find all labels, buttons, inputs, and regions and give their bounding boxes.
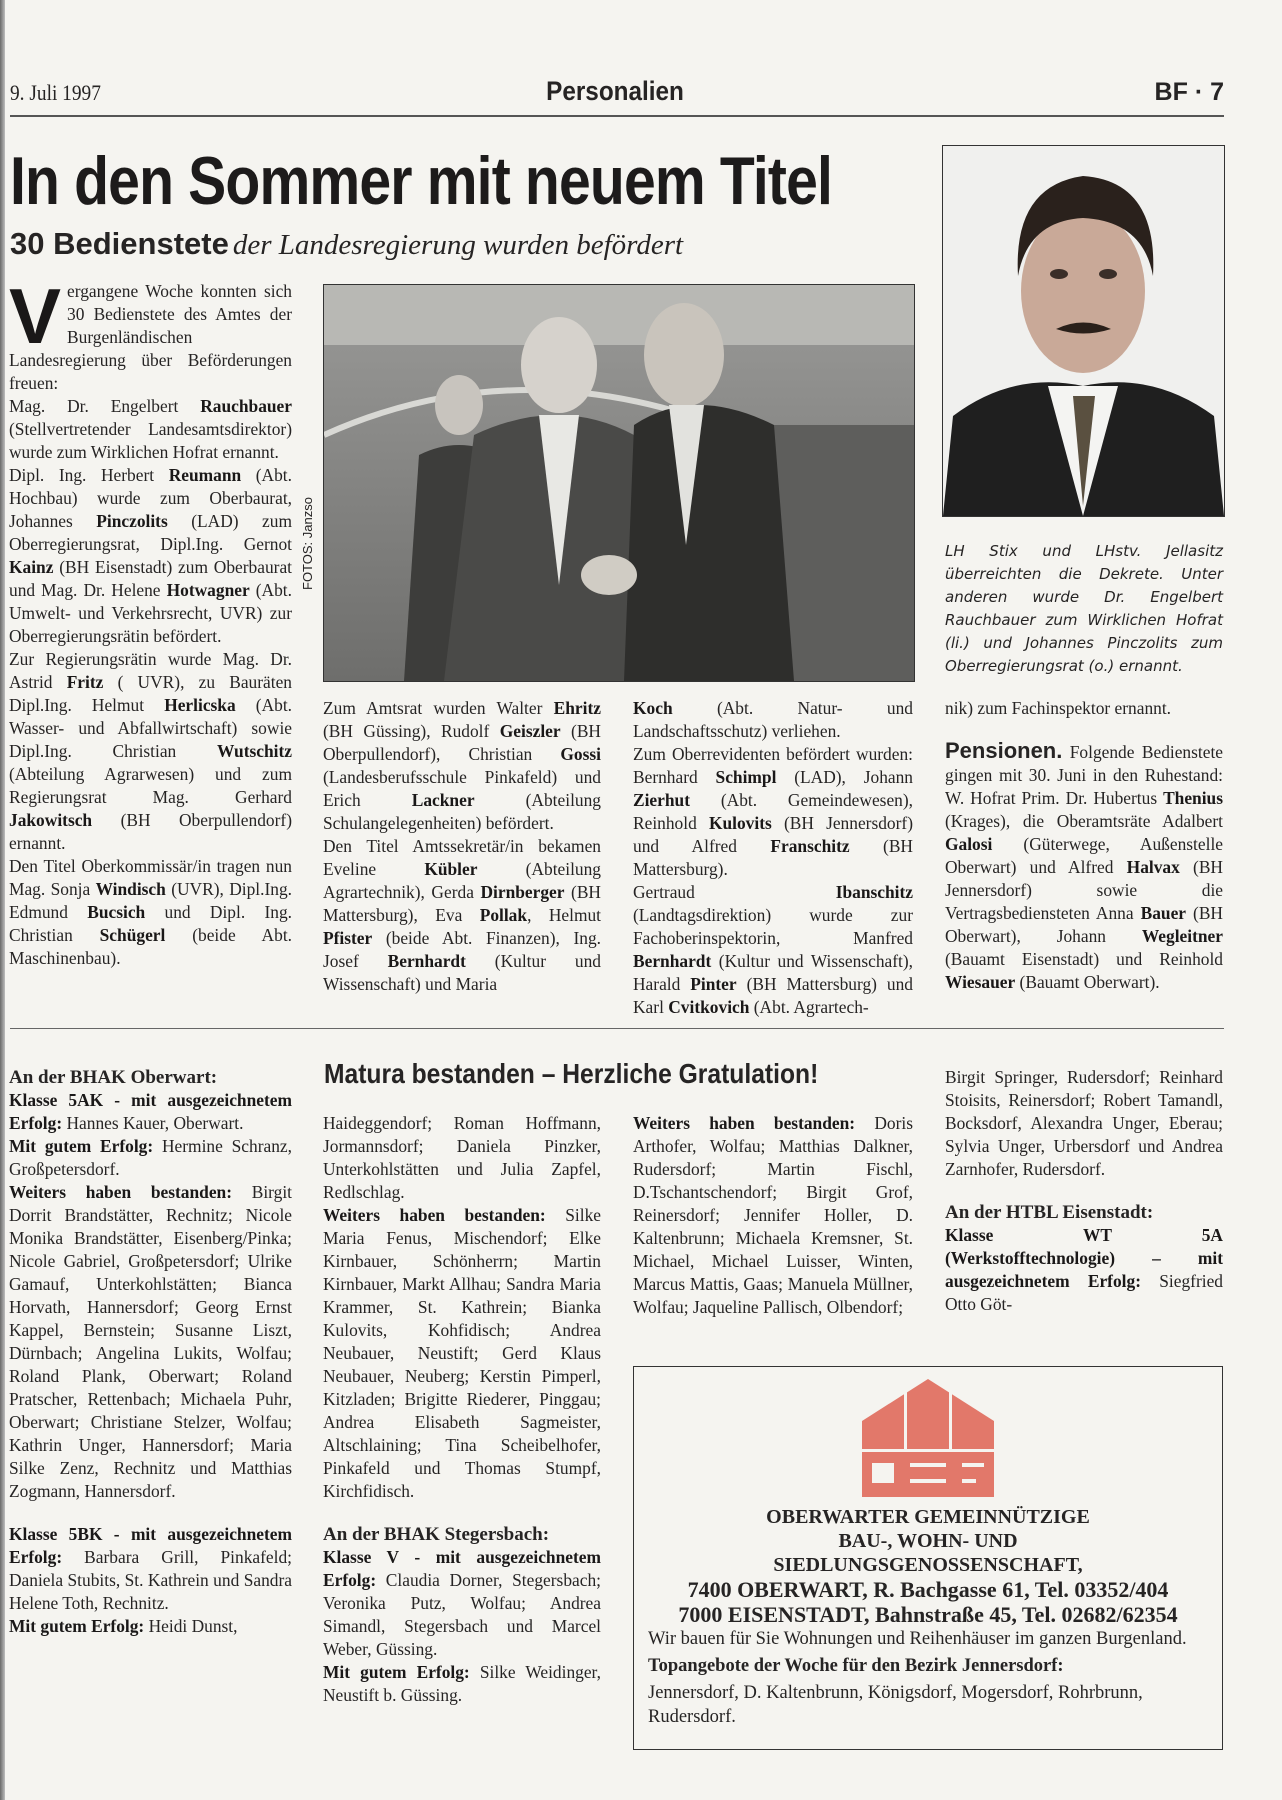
subheadline-bold: 30 Bedienstete: [10, 226, 229, 261]
paragraph: [323, 1204, 601, 1503]
photo-handshake-image: [324, 285, 914, 681]
text-run: (BH Jennersdorf) sowie die Vertragsbediensteten Anna: [945, 857, 1223, 923]
bold-name: Galosi: [945, 834, 993, 854]
bold-name: Lackner: [411, 790, 475, 810]
bhak-stegersbach-heading: An der BHAK Stegersbach:: [323, 1524, 550, 1545]
ad-line-1: OBERWARTER GEMEINNÜTZIGE: [766, 1506, 1090, 1528]
text-run: Heidi Dunst,: [144, 1616, 238, 1636]
bold-name: Pinter: [690, 974, 737, 994]
text-run: (BH Oberpullendorf) ernannt.: [9, 810, 292, 853]
text-run: ergangene Woche konnten sich 30 Bedienstete des Amtes der Burgenländischen Landesregierung über Beförderungen freuen:: [9, 281, 292, 393]
text-run: Doris Arthofer, Wolfau; Matthias Dalkner, Rudersdorf; Martin Fischl, D.Tschantschendorf; Birgit Grof, Reinersdorf; Jennifer Holler, D. Kaltenbrunn; Michaela Kremsner, St. Michael, Michael Luisser, Winten, Marcus Mattis, Gaas; Manuela Müllner, Wolfau; Jaqueline Pallisch, Olbendorf;: [633, 1113, 913, 1317]
text-run: Claudia Dorner, Stegersbach; Veronika Putz, Wolfau; Andrea Simandl, Stegersbach und Marcel Weber, Güssing.: [323, 1570, 601, 1659]
subheadline-italic: der Landesregierung wurden befördert: [232, 229, 684, 261]
bold-name: Geiszler: [499, 721, 561, 741]
bold-name: Hotwagner: [166, 580, 250, 600]
text-run: Dipl. Ing. Herbert: [9, 465, 169, 485]
text-run: (Landtagsdirektion) wurde zur Fachoberinspektorin, Manfred: [633, 905, 913, 948]
bold-name: Weiters haben bestanden:: [9, 1182, 233, 1202]
paragraph: [945, 1224, 1223, 1316]
text-run: Den Titel Oberkommissär/in tragen nun Mag. Sonja: [9, 856, 292, 899]
paragraph: [945, 1066, 1223, 1181]
paragraph: [323, 1546, 601, 1661]
text-run: (BH Mattersburg).: [633, 836, 913, 879]
bold-name: Ehritz: [553, 698, 601, 718]
section-title: Personalien: [546, 76, 684, 106]
paragraph: [633, 743, 913, 881]
pensionen-paragraph: [945, 739, 1223, 994]
bold-name: Bernhardt: [633, 951, 712, 971]
text-run: (Abteilung Agrarwesen) und zum Regierungsrat Mag. Gerhard: [9, 764, 292, 807]
matura-title: Matura bestanden – Herzliche Gratulation!: [324, 1058, 819, 1089]
paragraph: [633, 1112, 913, 1319]
bold-name: Klasse WT 5A (Werkstofftechnologie) – mit ausgezeichnetem Erfolg:: [945, 1225, 1223, 1291]
bold-name: Wutschitz: [216, 741, 292, 761]
photo-caption: LH Stix und LHstv. Jellasitz überreichten die Dekrete. Unter anderen wurde Dr. Engelbert Rauchbauer zum Wirklichen Hofrat (li.) und Johannes Pinczolits zum Oberregierungsrat (o.) ernannt.: [945, 542, 1223, 675]
text-run: (Abteilung Agrartechnik), Gerda: [323, 859, 601, 902]
issue-date: 9. Juli 1997: [10, 80, 101, 105]
text-run: (Krages), die Oberamtsräte Adalbert: [945, 811, 1223, 831]
text-run: (Abteilung Schulangelegenheiten) befördert.: [323, 790, 601, 833]
bold-name: Ibanschitz: [835, 882, 913, 902]
bold-name: Mit gutem Erfolg:: [323, 1662, 470, 1682]
bold-name: Reumann: [168, 465, 242, 485]
bold-name: Bauer: [1140, 903, 1187, 923]
paragraph: [9, 1089, 292, 1135]
text-run: (Abt. Natur- und Landschaftsschutz) verliehen.: [633, 698, 913, 741]
htbl-eisenstadt-heading: An der HTBL Eisenstadt:: [945, 1202, 1154, 1223]
bold-name: Klasse 5BK - mit ausgezeichnetem Erfolg:: [9, 1524, 292, 1567]
paragraph: [9, 1135, 292, 1181]
text-run: (Bauamt Eisenstadt) und Reinhold: [945, 949, 1223, 969]
portrait-image: [943, 146, 1224, 516]
matura-column-2: [323, 1112, 601, 1707]
paragraph: [9, 648, 292, 855]
bold-name: Windisch: [95, 879, 166, 899]
text-run: (Güterwege, Außenstelle Oberwart) und Alfred: [945, 834, 1223, 877]
paragraph: [633, 881, 913, 1019]
matura-column-4: [945, 1066, 1223, 1316]
text-run: (Bauamt Oberwart).: [1015, 972, 1160, 992]
text-run: Silke Weidinger, Neustift b. Güssing.: [323, 1662, 601, 1705]
ad-address-oberwart: 7400 OBERWART, R. Bachgasse 61, Tel. 03352/404: [687, 1577, 1169, 1602]
text-run: ( UVR), zu Bauräten Dipl.Ing. Helmut: [9, 672, 292, 715]
text-run: (Abt. Agrartech-: [749, 997, 869, 1017]
bold-name: Pfister: [323, 928, 373, 948]
drop-cap: V: [9, 272, 62, 360]
text-run: Barbara Grill, Pinkafeld; Daniela Stubits, St. Kathrein und Sandra Helene Toth, Rechnitz.: [9, 1547, 292, 1613]
ad-text: Wir bauen für Sie Wohnungen und Reihenhäuser im ganzen Burgenland.: [648, 1629, 1187, 1649]
headline: In den Sommer mit neuem Titel: [10, 143, 833, 219]
text-run: und Dipl. Ing. Christian: [9, 902, 292, 945]
ad-offer-places: Jennersdorf, D. Kaltenbrunn, Königsdorf, Mogersdorf, Rohrbrunn, Rudersdorf.: [648, 1683, 1143, 1727]
bhak-oberwart-heading: An der BHAK Oberwart:: [9, 1067, 218, 1088]
osg-advertisement: [633, 1366, 1223, 1750]
text-run: (beide Abt. Finanzen), Ing. Josef: [323, 928, 601, 971]
bold-name: Jakowitsch: [9, 810, 93, 830]
text-run: (BH Oberwart), Johann: [945, 903, 1223, 946]
bold-name: Kainz: [9, 557, 54, 577]
paragraph: [323, 1112, 601, 1204]
bold-name: Thenius: [1163, 788, 1223, 808]
text-run: (BH Eisenstadt) zum Oberbaurat und Mag. Dr. Helene: [9, 557, 292, 600]
text-run: Hermine Schranz, Großpetersdorf.: [9, 1136, 292, 1179]
bold-name: Weiters haben bestanden:: [633, 1113, 856, 1133]
bold-name: Schügerl: [99, 925, 166, 945]
article-column-4: [945, 697, 1223, 994]
bold-name: Mit gutem Erfolg:: [9, 1616, 145, 1636]
bold-name: Bucsich: [87, 902, 146, 922]
text-run: (Kultur und Wissenschaft) und Maria: [323, 951, 601, 994]
text-run: Zur Regierungsrätin wurde Mag. Dr. Astrid: [9, 649, 292, 692]
article-continuation: nik) zum Fachinspektor ernannt.: [945, 698, 1172, 718]
ad-line-3: SIEDLUNGSGENOSSENSCHAFT,: [773, 1554, 1083, 1576]
paragraph: [323, 835, 601, 996]
bold-name: Franschitz: [770, 836, 850, 856]
photo-credit: FOTOS: Janzso: [300, 497, 315, 590]
text-run: (BH Mattersburg) und Karl: [633, 974, 913, 1017]
header-rule: [10, 115, 1224, 117]
text-run: (Abt. Wasser- und Abfallwirtschaft) sowie Dipl.Ing. Christian: [9, 695, 293, 761]
section-divider: [10, 1028, 1224, 1029]
bold-name: Bernhardt: [387, 951, 466, 971]
text-run: Birgit Dorrit Brandstätter, Rechnitz; Nicole Monika Brandstätter, Eisenberg/Pinka; Nicole Gabriel, Großpetersdorf; Ulrike Gamauf, Unterkohlstätten; Bianca Horvath, Hannersdorf; Georg Ernst Kappel, Bernstein; Susanne Liszt, Dürnbach; Angelina Lukits, Wolfau; Roland Plank, Oberwart; Roland Pratscher, Rettenbach; Michaela Puhr, Oberwart; Christiane Stelzer, Wolfau; Kathrin Unger, Hannersdorf; Maria Silke Zenz, Rechnitz und Matthias Zogmann, Hannersdorf.: [9, 1182, 292, 1501]
paragraph: [9, 395, 292, 464]
text-run: (BH Oberpullendorf), Christian: [323, 721, 601, 764]
text-run: Birgit Springer, Rudersdorf; Reinhard Stoisits, Reinersdorf; Robert Tamandl, Bocksdorf, Alexandra Unger, Eberau; Sylvia Unger, Urbersdorf und Andrea Zarnhofer, Rudersdorf.: [945, 1067, 1223, 1179]
osg-house-logo-icon: [862, 1379, 994, 1497]
text-run: (beide Abt. Maschinenbau).: [9, 925, 292, 968]
text-run: (LAD), Johann: [776, 767, 913, 787]
text-run: , Helmut: [527, 905, 601, 925]
text-run: Hannes Kauer, Oberwart.: [62, 1113, 244, 1133]
matura-column-1: [9, 1066, 292, 1638]
text-run: Folgende Bedienstete gingen mit 30. Juni in den Ruhestand: W. Hofrat Prim. Dr. Hubertus: [945, 742, 1223, 808]
text-run: Siegfried Otto Göt-: [945, 1271, 1223, 1314]
bold-name: Klasse V - mit ausgezeichnetem Erfolg:: [323, 1547, 601, 1590]
article-column-1: [9, 272, 293, 970]
bold-name: Dirnberger: [480, 882, 565, 902]
paragraph: [323, 697, 601, 835]
bold-name: Koch: [633, 698, 673, 718]
text-run: (Abt. Gemeindewesen), Reinhold: [633, 790, 913, 833]
text-run: (Kultur und Wissenschaft), Harald: [633, 951, 913, 994]
article-column-3: [633, 697, 913, 1019]
bold-name: Fritz: [66, 672, 104, 692]
pensionen-heading: Pensionen.: [945, 738, 1063, 763]
bold-name: Kübler: [424, 859, 478, 879]
bold-name: Weiters haben bestanden:: [323, 1205, 546, 1225]
matura-column-3: [633, 1112, 913, 1319]
portrait-photo: [942, 145, 1225, 517]
paragraph: [633, 697, 913, 743]
ad-offer-heading: Topangebote der Woche für den Bezirk Jennersdorf:: [648, 1656, 1064, 1676]
paragraph: [9, 1523, 292, 1615]
text-run: (Stellvertretender Landesamtsdirektor) wurde zum Wirklichen Hofrat ernannt.: [9, 419, 292, 462]
text-run: Zum Oberrevidenten befördert wurden: Bernhard: [633, 744, 913, 787]
bold-name: Herlicska: [164, 695, 236, 715]
bold-name: Kulovits: [708, 813, 772, 833]
ad-line-2: BAU-, WOHN- UND: [838, 1530, 1018, 1552]
osg-logo: [634, 1367, 1222, 1505]
bold-name: Wegleitner: [1141, 926, 1223, 946]
text-run: (UVR), Dipl.Ing. Edmund: [9, 879, 292, 922]
text-run: Zum Amtsrat wurden Walter: [323, 698, 554, 718]
bold-name: Klasse 5AK - mit ausgezeichnetem Erfolg:: [9, 1090, 292, 1133]
bold-name: Rauchbauer: [200, 396, 292, 416]
text-run: (LAD) zum Oberregierungsrat, Dipl.Ing. Gernot: [9, 511, 292, 554]
paragraph: [9, 1181, 292, 1503]
bold-name: Schimpl: [715, 767, 777, 787]
ad-address-eisenstadt: 7000 EISENSTADT, Bahnstraße 45, Tel. 02682/62354: [678, 1602, 1178, 1627]
text-run: Silke Maria Fenus, Mischendorf; Elke Kirnbauer, Schönherrn; Martin Kirnbauer, Markt Allhau; Sandra Maria Krammer, St. Kathrein; Bianka Kulovits, Kohfidisch; Andrea Neubauer, Neustift; Gerd Klaus Neubauer, Neuberg; Kerstin Pimperl, Kitzladen; Brigitte Riederer, Pinggau; Andrea Elisabeth Sagmeister, Altschlaining; Tina Scheibelhofer, Pinkafeld und Thomas Stumpf, Kirchfidisch.: [323, 1205, 601, 1501]
text-run: (BH Güssing), Rudolf: [323, 721, 500, 741]
text-run: (Landesberufsschule Pinkafeld) und Erich: [323, 767, 601, 810]
paragraph: [9, 464, 292, 648]
text-run: (Abt. Umwelt- und Verkehrsrecht, UVR) zur Oberregierungsrätin befördert.: [9, 580, 292, 646]
bold-name: Zierhut: [633, 790, 691, 810]
bold-name: Halvax: [1126, 857, 1180, 877]
bold-name: Pollak: [479, 905, 528, 925]
bold-name: Cvitkovich: [668, 997, 750, 1017]
text-run: (Abt. Hochbau) wurde zum Oberbaurat, Johannes: [9, 465, 292, 531]
group-photo: [323, 284, 915, 682]
bold-name: Mit gutem Erfolg:: [9, 1136, 154, 1156]
bold-name: Gossi: [560, 744, 601, 764]
bold-name: Pinczolits: [96, 511, 168, 531]
page-number: BF · 7: [1154, 78, 1224, 106]
scan-edge: [0, 0, 5, 1800]
text-run: Den Titel Amtssekretär/in bekamen Eveline: [323, 836, 601, 879]
text-run: Gertraud: [633, 882, 836, 902]
paragraph: [9, 855, 292, 970]
paragraph: [9, 1615, 292, 1638]
bold-name: Wiesauer: [945, 972, 1016, 992]
text-run: Mag. Dr. Engelbert: [9, 396, 201, 416]
article-column-2: [323, 697, 601, 996]
text-run: Haideggendorf; Roman Hoffmann, Jormannsdorf; Daniela Pinzker, Unterkohlstätten und Julia Zapfel, Redlschlag.: [323, 1113, 601, 1202]
text-run: (BH Mattersburg), Eva: [323, 882, 601, 925]
subheadline: [10, 226, 683, 262]
paragraph: [323, 1661, 601, 1707]
text-run: (BH Jennersdorf) und Alfred: [633, 813, 913, 856]
